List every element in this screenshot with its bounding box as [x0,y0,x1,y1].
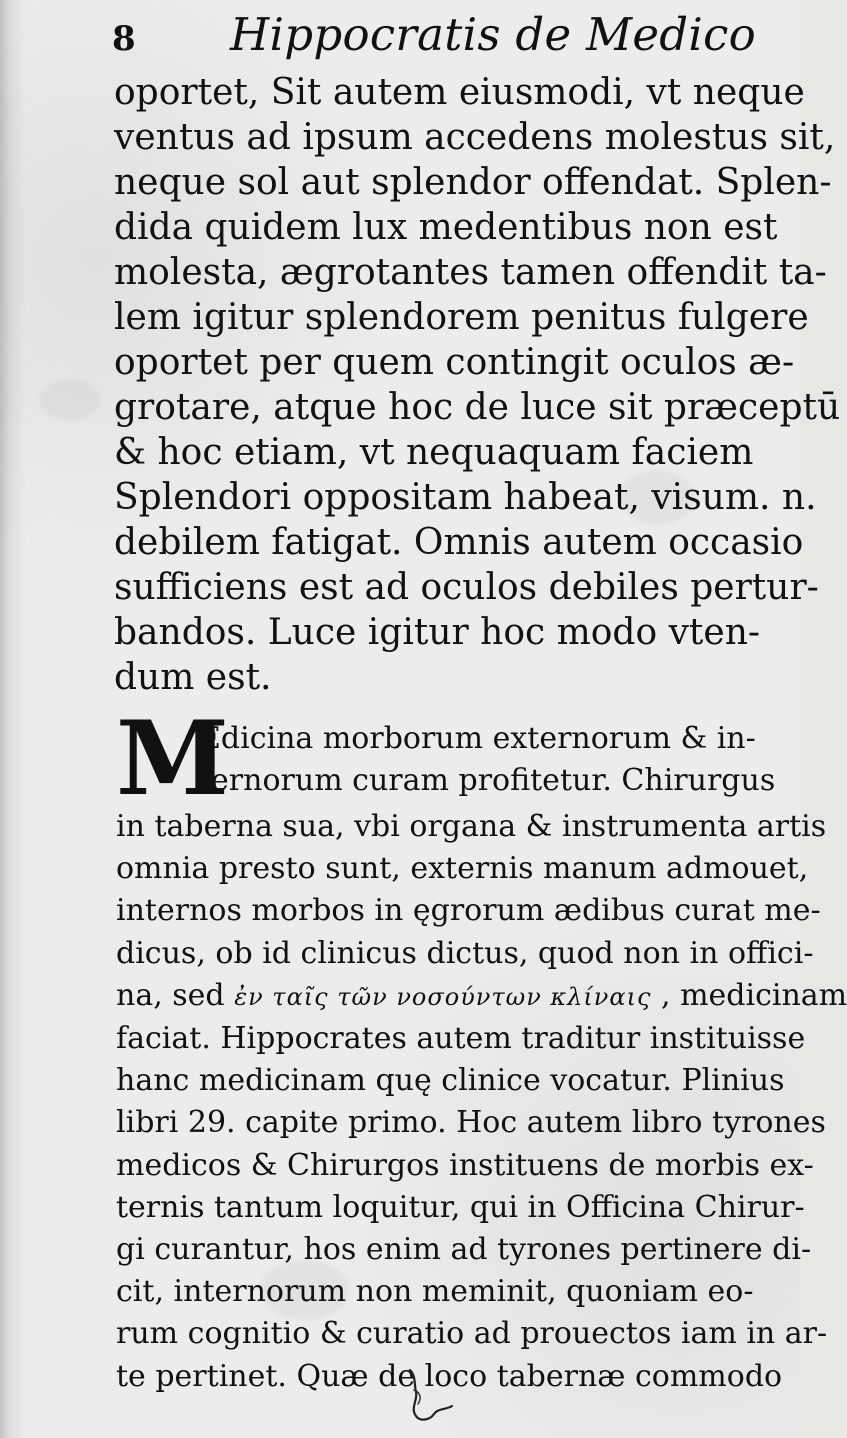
text-line: sufficiens est ad oculos debiles pertur- [114,567,819,608]
text-line: lem igitur splendorem penitus fulgere [114,297,809,338]
text-line: Splendori oppositam habeat, visum. n. [114,477,817,518]
text-line: molesta, ægrotantes tamen offendit ta- [114,252,827,293]
line-suffix: , medicinam [661,977,847,1013]
initial-lines [199,718,776,802]
drop-cap: M [116,699,229,819]
running-head [112,8,772,68]
text-line: te pertinet. Quæ de loco tabernæ commodo [116,1358,783,1394]
paper-stain [40,380,100,420]
text-line: ternis tantum loquitur, qui in Officina Chirur- [116,1189,805,1225]
text-line: dicus, ob id clinicus dictus, quod non in offici- [116,935,814,971]
text-line: libri 29. capite primo. Hoc autem libro tyrones [116,1105,826,1141]
line-prefix: na, sed [116,977,225,1013]
page-number: 8 [112,19,136,59]
text-line: oportet, Sit autem eiusmodi, vt neque [114,72,805,113]
greek-phrase: ἐν ταῖς τῶν νοσούντων κλίναις [234,982,652,1011]
text-line: neque sol aut splendor offendat. Splen- [114,162,832,203]
text-line: ternorum curam profitetur. Chirurgus [199,763,776,799]
paragraph-1 [114,70,841,700]
text-line: hanc medicinam quę clinice vocatur. Plinius [116,1063,785,1099]
text-line: omnia presto sunt, externis manum admouet, [116,851,809,887]
text-line: oportet per quem contingit oculos æ- [114,342,795,383]
text-line: ventus ad ipsum accedens molestus sit, [114,117,836,158]
text-line: medicos & Chirurgos instituens de morbis ex- [116,1147,814,1183]
text-line: rum cognitio & curatio ad prouectos iam in ar- [116,1316,828,1352]
text-line: dum est. [114,657,272,698]
ink-blot [400,1368,462,1426]
text-line: Edicina morborum externorum & in- [199,721,756,756]
text-line: cit, internorum non meminit, quoniam eo- [116,1274,754,1310]
text-line: debilem fatigat. Omnis autem occasio [114,522,804,563]
text-line: gi curantur, hos enim ad tyrones pertinere di- [116,1232,812,1268]
text-line: internos morbos in ęgrorum ædibus curat me- [116,893,821,929]
initial-row [116,699,776,819]
text-line: in taberna sua, vbi organa & instrumenta artis [116,809,827,844]
text-line: grotare, atque hoc de luce sit præceptū [114,387,841,428]
text-line: & hoc etiam, vt nequaquam faciem [114,432,754,473]
text-line: faciat. Hippocrates autem traditur instituisse [116,1021,806,1057]
text-line: bandos. Luce igitur hoc modo vten- [114,612,761,653]
text-line-with-greek [116,975,847,1018]
text-line: dida quidem lux medentibus non est [114,207,778,248]
paragraph-2 [116,699,847,1398]
page-title: Hippocratis de Medico [230,8,756,61]
